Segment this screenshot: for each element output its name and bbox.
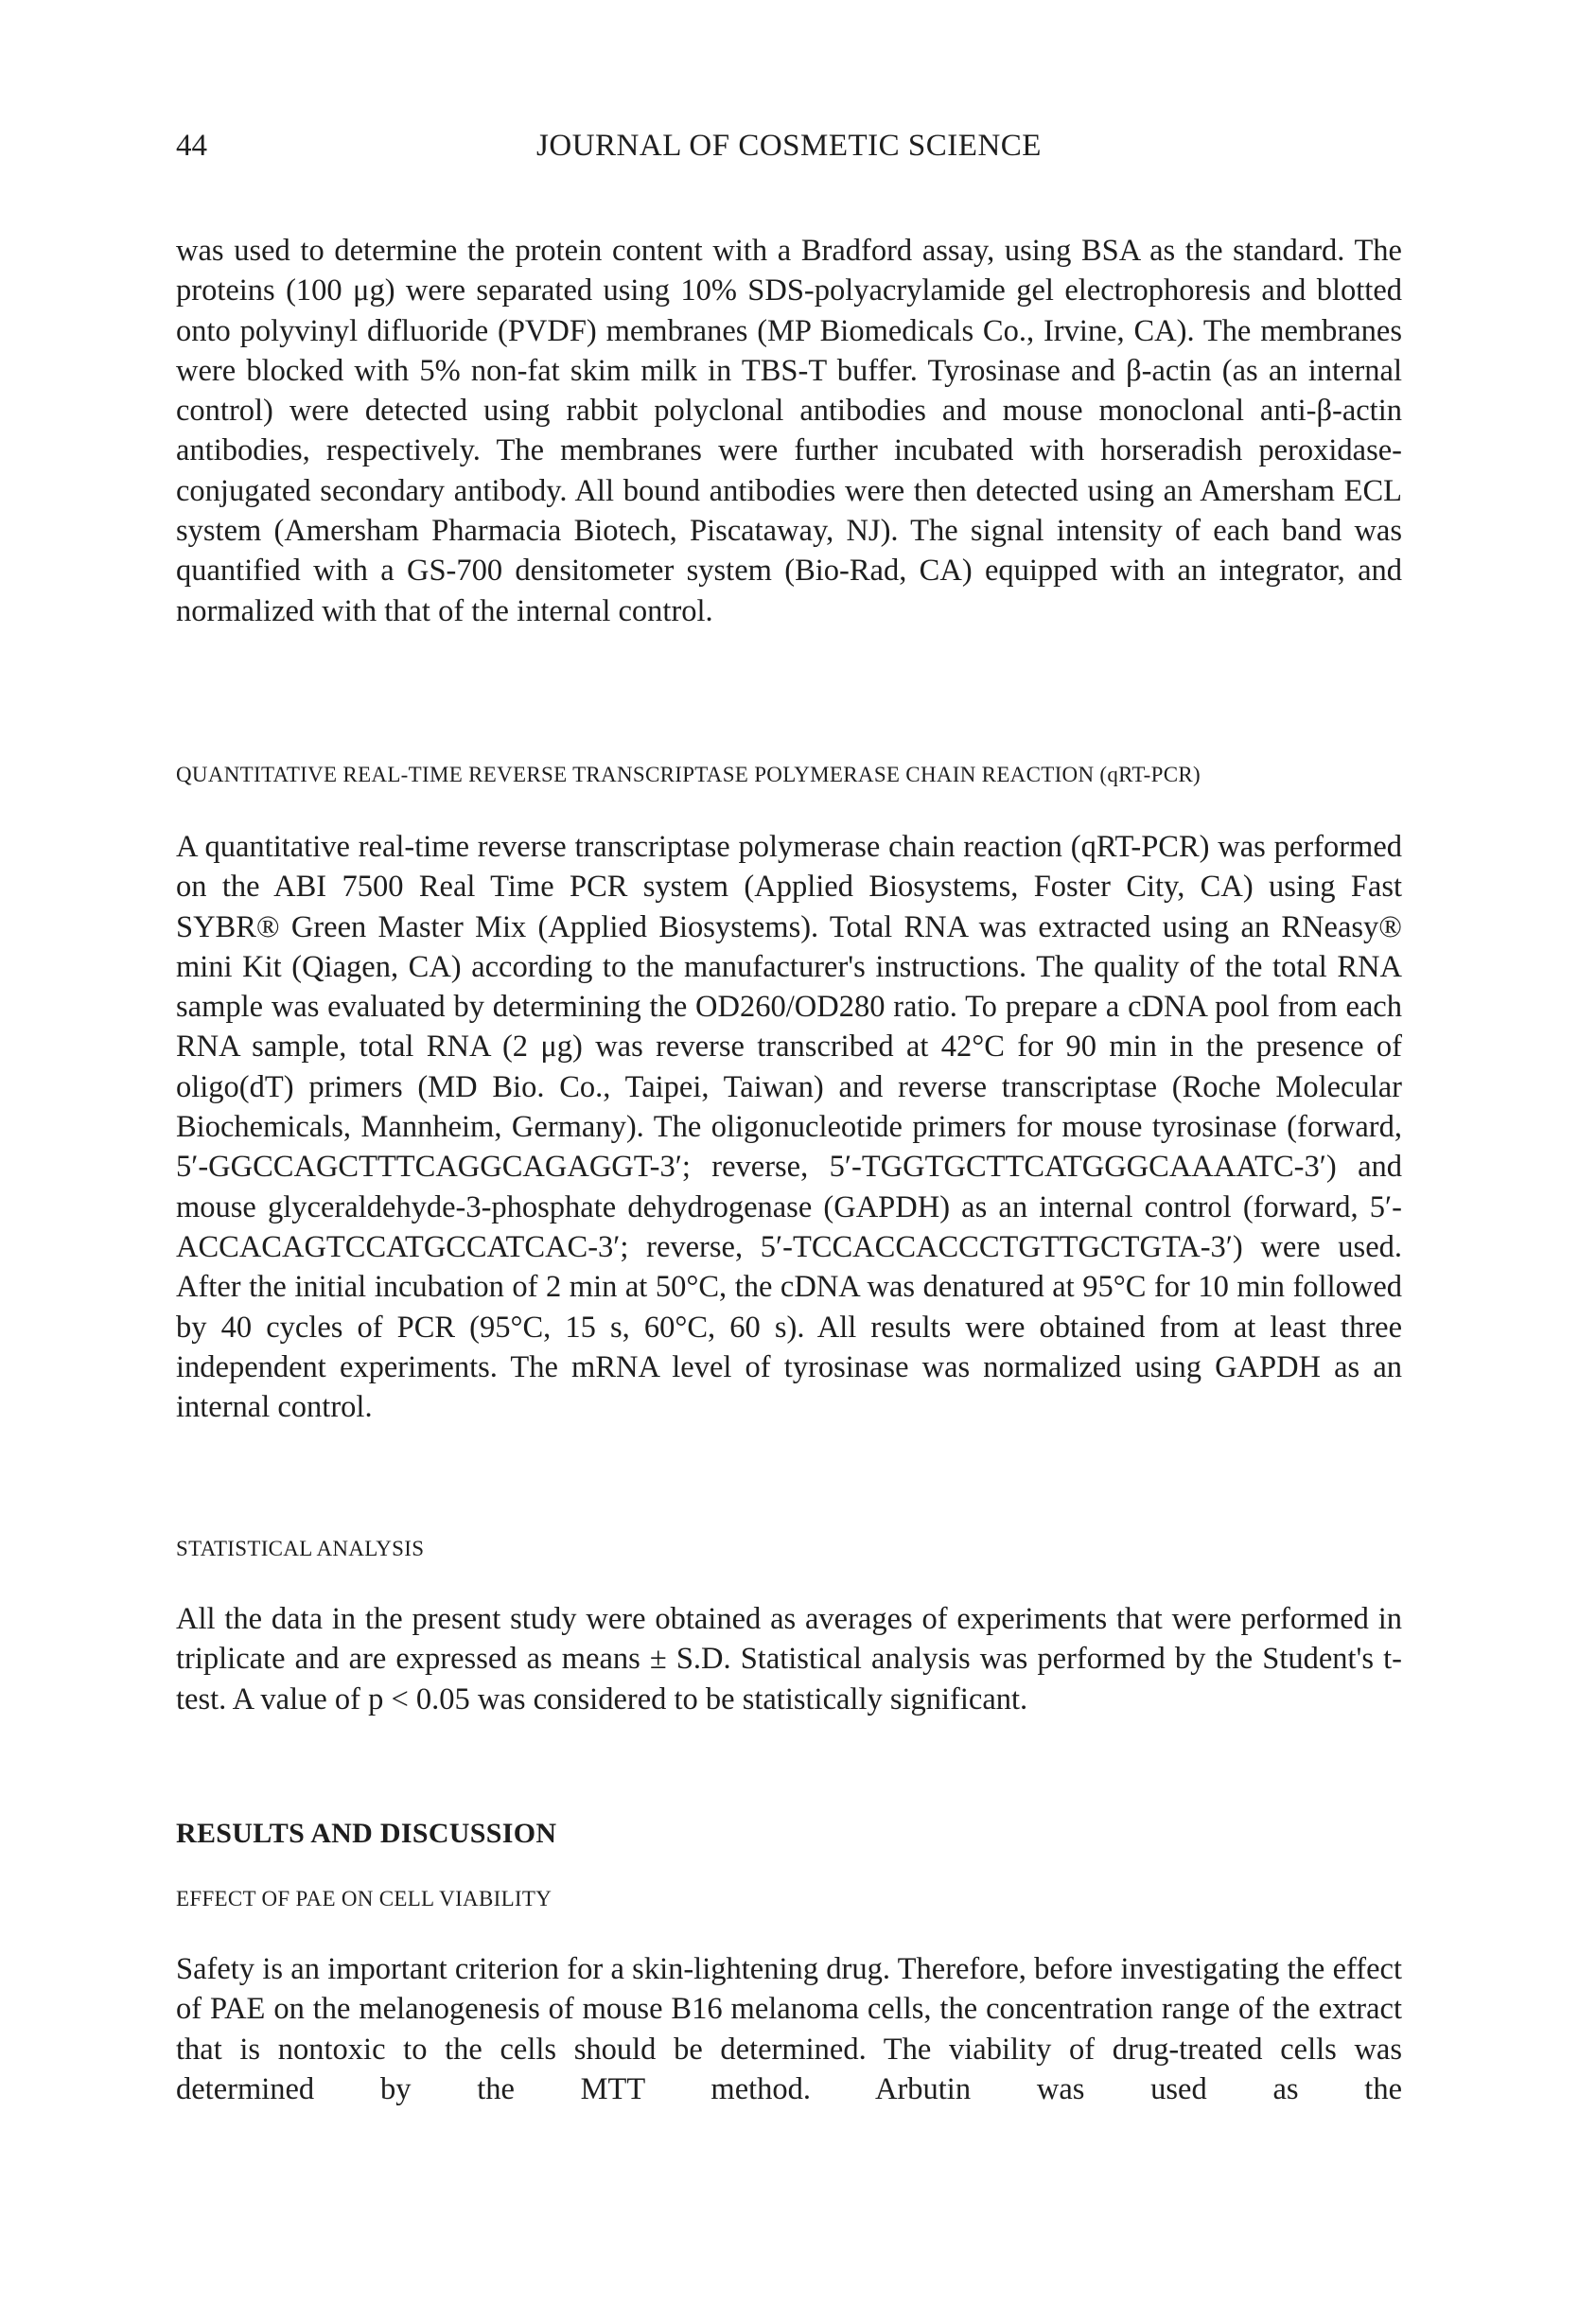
heading-cell-viability: EFFECT OF PAE ON CELL VIABILITY: [176, 1887, 552, 1910]
heading-statistical-analysis: STATISTICAL ANALYSIS: [176, 1537, 425, 1560]
heading-results-and-discussion: RESULTS AND DISCUSSION: [176, 1818, 557, 1849]
heading-qrt-pcr: QUANTITATIVE REAL-TIME REVERSE TRANSCRIPTASE POLYMERASE CHAIN REACTION (qRT-PCR): [176, 763, 1201, 786]
paragraph-cell-viability: Safety is an important criterion for a skin-lightening drug. Therefore, before investigating the effect of PAE on the melanogenesis of mouse B16 melanoma cells, the concentration range of the extract that is nontoxic to the cells should be determined. The viability of drug-treated cells was determined by the MTT method. Arbutin was used as the: [176, 1952, 1402, 2106]
page-number: 44: [176, 129, 207, 163]
running-header: [176, 127, 1402, 165]
paragraph-qrt-pcr: A quantitative real-time reverse transcriptase polymerase chain reaction (qRT-PCR) was performed on the ABI 7500 Real Time PCR system (Applied Biosystems, Foster City, CA) using Fast SYBR® Green Master Mix (Applied Biosystems). Total RNA was extracted using an RNeasy® mini Kit (Qiagen, CA) according to the manufacturer's instructions. The quality of the total RNA sample was evaluated by determining the OD260/OD280 ratio. To prepare a cDNA pool from each RNA sample, total RNA (2 μg) was reverse transcribed at 42°C for 90 min in the presence of oligo(dT) primers (MD Bio. Co., Taipei, Taiwan) and reverse transcriptase (Roche Molecular Biochemicals, Mannheim, Germany). The oligonucleotide primers for mouse tyrosinase (forward, 5′-GGCCAGCTTTCAGGCAGAGGT-3′; reverse, 5′-TGGTGCTTCATGGGCAAAATC-3′) and mouse glyceraldehyde-3-phosphate dehydrogenase (GAPDH) as an internal control (forward, 5′-ACCACAGTCCATGCCATCAC-3′; reverse, 5′-TCCACCACCCTGTTGCTGTA-3′) were used. After the initial incubation of 2 min at 50°C, the cDNA was denatured at 95°C for 10 min followed by 40 cycles of PCR (95°C, 15 s, 60°C, 60 s). All results were obtained from at least three independent experiments. The mRNA level of tyrosinase was normalized using GAPDH as an internal control.: [176, 830, 1402, 1425]
paragraph-statistical-analysis: All the data in the present study were obtained as averages of experiments that were performed in triplicate and are expressed as means ± S.D. Statistical analysis was performed by the Student's t-test. A value of p < 0.05 was considered to be statistically significant.: [176, 1602, 1402, 1716]
paragraph-western-blot: was used to determine the protein content with a Bradford assay, using BSA as the standard. The proteins (100 μg) were separated using 10% SDS-polyacrylamide gel electrophoresis and blotted onto polyvinyl difluoride (PVDF) membranes (MP Biomedicals Co., Irvine, CA). The membranes were blocked with 5% non-fat skim milk in TBS-T buffer. Tyrosinase and β-actin (as an internal control) were detected using rabbit polyclonal antibodies and mouse monoclonal anti-β-actin antibodies, respectively. The membranes were further incubated with horseradish peroxidase-conjugated secondary antibody. All bound antibodies were then detected using an Amersham ECL system (Amersham Pharmacia Biotech, Piscataway, NJ). The signal intensity of each band was quantified with a GS-700 densitometer system (Bio-Rad, CA) equipped with an integrator, and normalized with that of the internal control.: [176, 234, 1402, 628]
journal-title: JOURNAL OF COSMETIC SCIENCE: [536, 129, 1042, 163]
